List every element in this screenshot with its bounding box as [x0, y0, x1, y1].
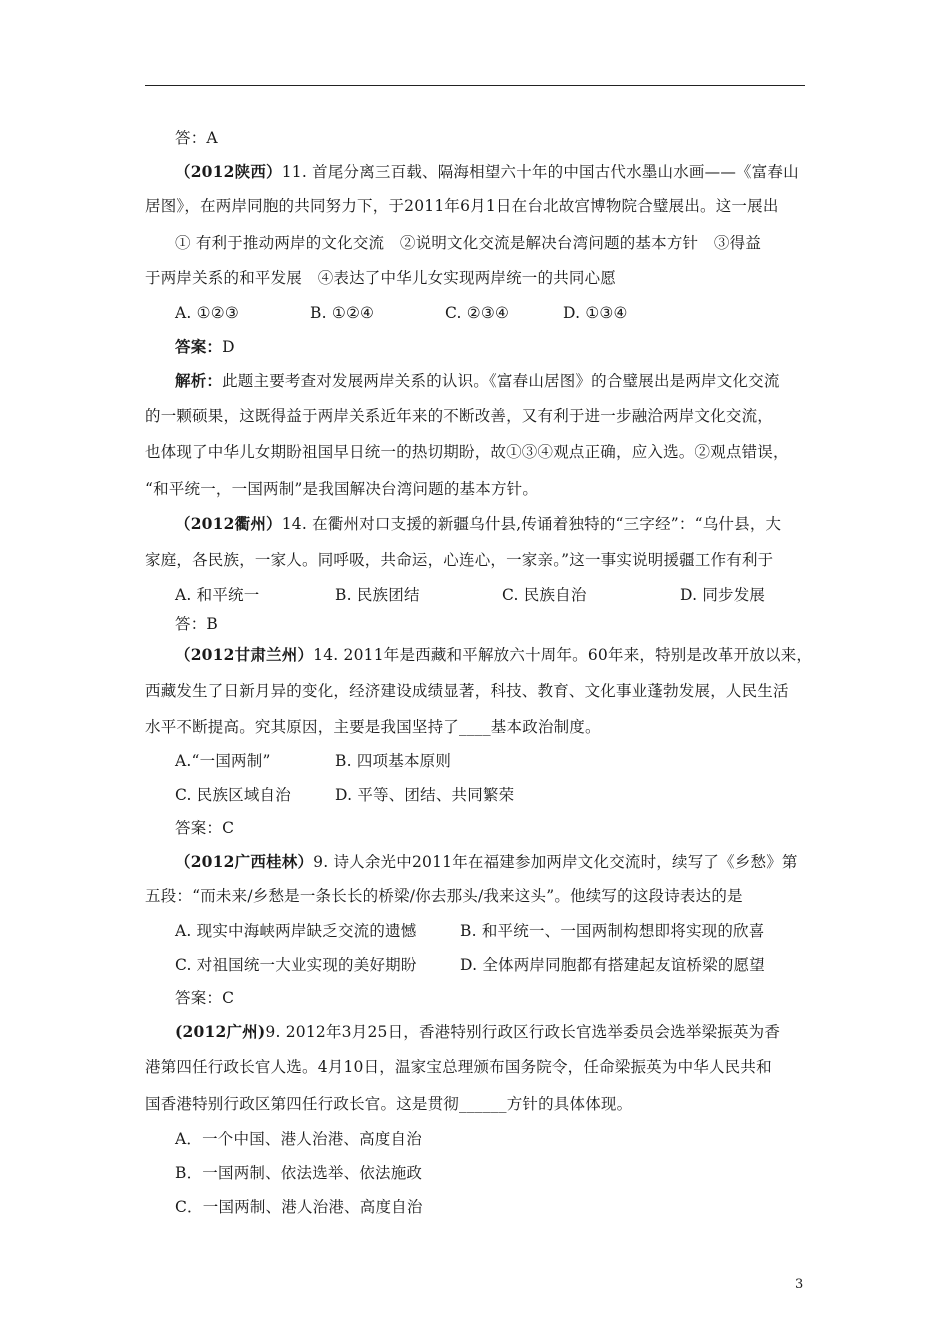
q11-explanation-label: 解析： [175, 371, 223, 390]
q9a-options-ab [175, 921, 764, 941]
q11-option-d: D. ①③④ [563, 304, 628, 322]
q9a-answer: 答案：C [175, 989, 235, 1007]
q11-line-4: 于两岸关系的和平发展 ④表达了中华儿女实现两岸统一的共同心愿 [145, 269, 617, 287]
q9b-line-1 [175, 1022, 780, 1042]
q14b-options-ab [175, 751, 451, 771]
q14a-line-1 [175, 514, 781, 534]
q9a-option-d: D. 全体两岸同胞都有搭建起友谊桥梁的愿望 [460, 956, 765, 974]
header-rule [145, 85, 805, 86]
q14b-option-a: A.“一国两制” [175, 752, 271, 770]
q11-options [175, 303, 628, 323]
q14b-line-1 [175, 645, 812, 665]
q9a-options-cd [175, 955, 765, 975]
q11-option-b: B. ①②④ [310, 304, 375, 322]
q9b-source-tag: (2012广州) [175, 1022, 266, 1041]
q9b-option-a: A．一个中国、港人治港、高度自治 [175, 1130, 422, 1148]
q9b-line-3: 国香港特别行政区第四任行政长官。这是贯彻______方针的具体体现。 [145, 1095, 633, 1113]
q14b-line-3: 水平不断提高。究其原因，主要是我国坚持了____基本政治制度。 [145, 718, 601, 736]
q9b-line-2: 港第四任行政长官人选。4月10日，温家宝总理颁布国务院令，任命梁振英为中华人民共和 [145, 1058, 772, 1076]
q14b-option-b: B. 四项基本原则 [335, 752, 452, 770]
q11-answer-label: 答案： [175, 337, 223, 356]
q14a-option-d: D. 同步发展 [680, 586, 766, 604]
q14b-source-tag: （2012甘肃兰州） [175, 645, 314, 664]
q9a-text-1: 9. 诗人余光中2011年在福建参加两岸文化交流时，续写了《乡愁》第 [313, 853, 798, 871]
q11-explanation-1 [175, 371, 780, 391]
q11-text-1: 11. 首尾分离三百载、隔海相望六十年的中国古代水墨山水画——《富春山 [281, 163, 799, 181]
q11-explanation-2: 的一颗硕果，这既得益于两岸关系近年来的不断改善，又有利于进一步融洽两岸文化交流， [145, 407, 774, 425]
q14a-line-2: 家庭，各民族，一家人。同呼吸，共命运，心连心，一家亲。”这一事实说明援疆工作有利于 [145, 551, 774, 569]
q11-line-2: 居图》，在两岸同胞的共同努力下，于2011年6月1日在台北故宫博物院合璧展出。这一展出 [145, 197, 779, 215]
q14b-options-cd [175, 785, 514, 805]
q11-line-3: ① 有利于推动两岸的文化交流 ②说明文化交流是解决台湾问题的基本方针 ③得益 [175, 234, 762, 252]
q9b-text-1: 9. 2012年3月25日，香港特别行政区行政长官选举委员会选举梁振英为香 [265, 1023, 781, 1041]
q14a-options [175, 585, 765, 605]
q14b-option-c: C. 民族区域自治 [175, 786, 291, 804]
answer-prev: 答：A [175, 129, 218, 147]
q11-explanation-3: 也体现了中华儿女期盼祖国早日统一的热切期盼，故①③④观点正确，应入选。②观点错误， [145, 443, 789, 461]
q11-source-tag: （2012陕西） [175, 162, 282, 181]
q14b-line-2: 西藏发生了日新月异的变化，经济建设成绩显著，科技、教育、文化事业蓬勃发展，人民生活 [145, 682, 789, 700]
q14a-option-c: C. 民族自治 [502, 586, 587, 604]
q14b-text-1: 14. 2011年是西藏和平解放六十周年。60年来，特别是改革开放以来， [313, 646, 813, 664]
q14b-answer: 答案：C [175, 819, 235, 837]
q9a-option-b: B. 和平统一、一国两制构想即将实现的欣喜 [460, 922, 765, 940]
q14b-option-d: D. 平等、团结、共同繁荣 [335, 786, 515, 804]
q14a-answer: 答：B [175, 615, 218, 633]
q9a-line-2: 五段：“而未来/乡愁是一条长长的桥梁/你去那头/我来这头”。他续写的这段诗表达的是 [145, 887, 743, 905]
q9b-option-c: C．一国两制、港人治港、高度自治 [175, 1198, 423, 1216]
q11-answer [175, 337, 235, 357]
q14a-option-a: A. 和平统一 [175, 586, 260, 604]
q9a-option-a: A. 现实中海峡两岸缺乏交流的遗憾 [175, 922, 417, 940]
q14a-option-b: B. 民族团结 [335, 586, 420, 604]
q11-explanation-text-1: 此题主要考查对发展两岸关系的认识。《富春山居图》的合璧展出是两岸文化交流 [222, 372, 780, 390]
q11-option-c: C. ②③④ [445, 304, 510, 322]
q14a-source-tag: （2012衢州） [175, 514, 282, 533]
q14a-text-1: 14. 在衢州对口支援的新疆乌什县,传诵着独特的“三字经”：“乌什县，大 [281, 515, 782, 533]
page-number: 3 [795, 1277, 804, 1292]
q9b-option-b: B．一国两制、依法选举、依法施政 [175, 1164, 423, 1182]
q11-explanation-4: “和平统一，一国两制”是我国解决台湾问题的基本方针。 [145, 480, 539, 498]
q11-line-1 [175, 162, 799, 182]
q9a-source-tag: （2012广西桂林） [175, 852, 314, 871]
q9a-option-c: C. 对祖国统一大业实现的美好期盼 [175, 956, 417, 974]
q11-option-a: A. ①②③ [175, 304, 239, 322]
q9a-line-1 [175, 852, 798, 872]
q11-answer-value: D [222, 338, 235, 356]
